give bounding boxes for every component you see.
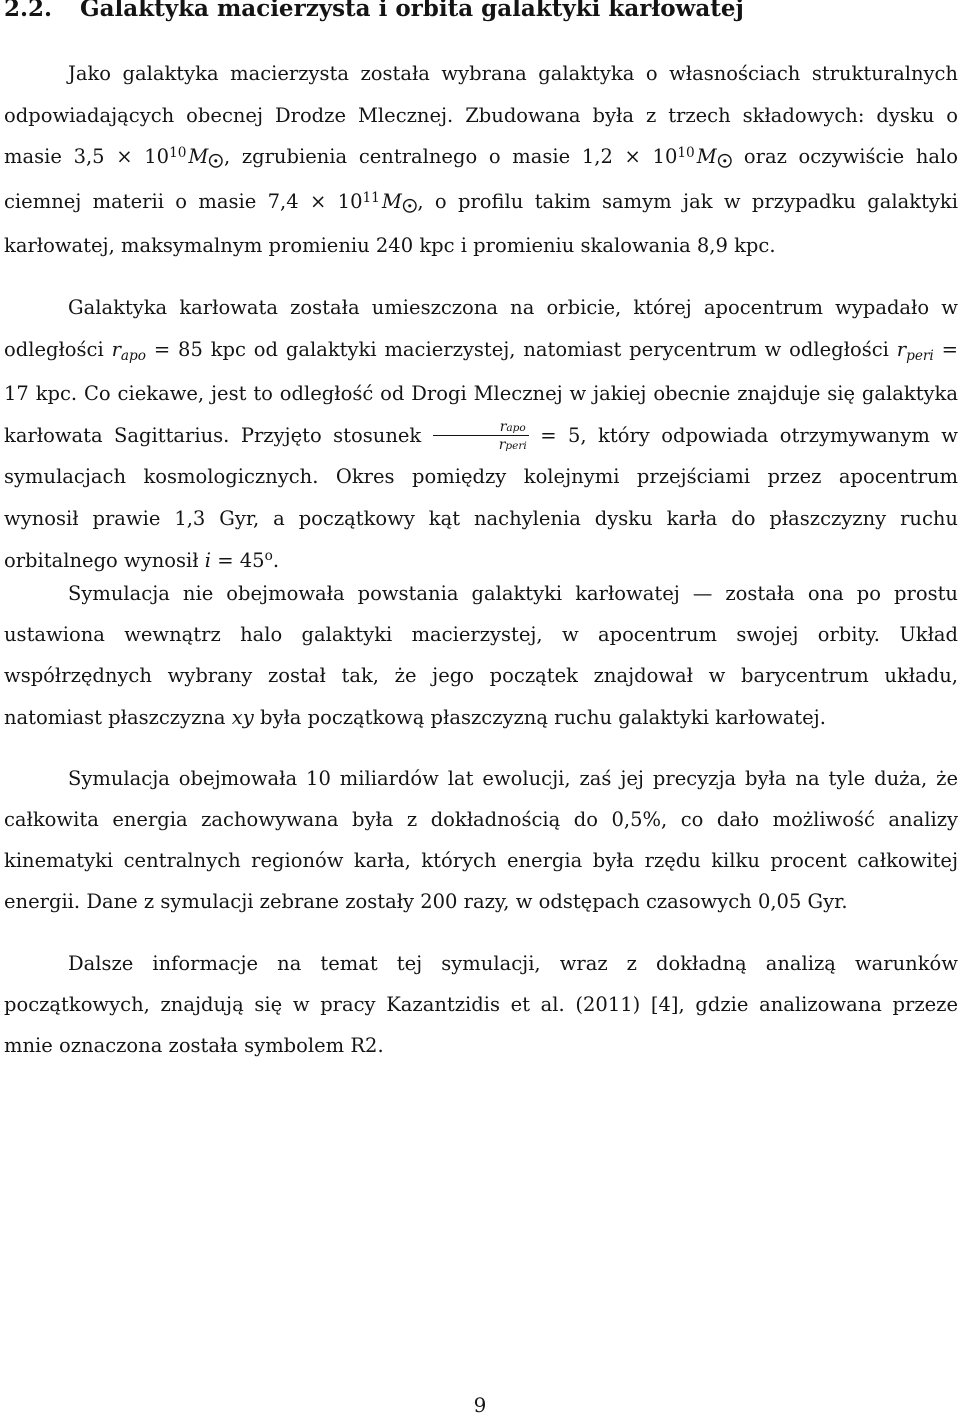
r-symbol: r xyxy=(111,337,121,361)
paragraph-further-info: Dalsze informacje na temat tej symulacji, wraz z dokładną analizą warunków początkowych, znajdują się w pracy Kazantzidis et al. (2011) [4], gdzie analizowana przeze mnie oznaczona została symbolem R2. xyxy=(4,951,958,1058)
text-run: = 85 kpc od galaktyki macierzystej, natomiast perycentrum w odległości xyxy=(145,337,897,361)
solar-mass-symbol: M xyxy=(381,189,402,213)
paragraph-orbit xyxy=(4,287,958,584)
text-run: Jako galaktyka macierzysta została wybrana galaktyka o własnościach strukturalnych odpowiadających obecnej Drodze Mlecznej. Zbudowana była z trzech składowych: dysku o masie 3,5 × 10 xyxy=(4,62,958,169)
solar-mass-symbol: M xyxy=(188,145,209,169)
fraction-denominator xyxy=(433,436,529,452)
text-run: była początkową płaszczyzną ruchu galaktyki karłowatej. xyxy=(253,705,826,729)
ratio-fraction xyxy=(433,420,529,452)
text-run: = 17 kpc. Co ciekawe, jest to odległość od Drogi Mlecznej w jakiej obecnie znajduje się galaktyka karłowata Sagittarius. Przyjęto stosunek xyxy=(4,337,958,447)
text-block-upper xyxy=(4,53,958,584)
section-number: 2.2. xyxy=(4,0,53,22)
r-symbol: r xyxy=(499,419,507,436)
paragraph-coordinate-system xyxy=(4,573,958,738)
exponent: 10 xyxy=(677,145,695,162)
section-title: Galaktyka macierzysta i orbita galaktyki karłowatej xyxy=(80,0,744,22)
subscript-apo: apo xyxy=(506,422,526,435)
subscript-peri: peri xyxy=(505,440,527,453)
fraction-numerator xyxy=(433,420,529,436)
section-heading xyxy=(4,0,744,22)
solar-circle-icon xyxy=(208,153,224,169)
paragraph-host-galaxy xyxy=(4,53,958,267)
degree-symbol: o xyxy=(264,548,273,565)
text-block-lower xyxy=(4,573,958,1066)
page-number: 9 xyxy=(473,1393,487,1417)
text-run: . xyxy=(272,548,280,572)
text-run: Symulacja nie obejmowała powstania galaktyki karłowatej — została ona po prostu ustawiona wewnątrz halo galaktyki macierzystej, w apocentrum swojej orbity. Układ współrzędnych wybrany został tak, że jego początek znajdował w barycentrum układu, natomiast płaszczyzna xyxy=(4,582,958,729)
exponent: 10 xyxy=(169,145,187,162)
exponent: 11 xyxy=(362,189,380,206)
xy-symbol: xy xyxy=(231,705,254,729)
solar-mass-symbol: M xyxy=(696,145,717,169)
i-symbol: i xyxy=(204,548,212,572)
solar-circle-icon xyxy=(717,153,733,169)
text-run: Galaktyka karłowata została umieszczona na orbicie, której apocentrum wypadało w odległości xyxy=(4,295,958,361)
subscript-peri: peri xyxy=(906,347,934,364)
text-run: oraz oczywiście halo ciemnej materii o masie 7,4 × 10 xyxy=(4,145,958,213)
solar-circle-icon xyxy=(402,198,418,214)
text-run: , o profilu takim samym jak w przypadku galaktyki karłowatej, maksymalnym promieniu 240 kpc i promieniu skalowania 8,9 kpc. xyxy=(4,189,958,258)
text-run: = 5, który odpowiada otrzymywanym w symulacjach kosmologicznych. Okres pomiędzy kolejnymi przejściami przez apocentrum wynosił prawie 1,3 Gyr, a początkowy kąt nachylenia dysku karła do płaszczyzny ruchu orbitalnego wynosił xyxy=(4,423,958,572)
text-run: = 45 xyxy=(211,548,265,572)
r-symbol: r xyxy=(896,337,907,361)
subscript-apo: apo xyxy=(120,347,146,364)
r-symbol: r xyxy=(498,437,506,454)
text-run: , zgrubienia centralnego o masie 1,2 × 10 xyxy=(223,145,678,169)
paragraph-simulation: Symulacja obejmowała 10 miliardów lat ewolucji, zaś jej precyzja była na tyle duża, że całkowita energia zachowywana była z dokładnością do 0,5%, co dało możliwość analizy kinematyki centralnych regionów karła, których energia była rzędu kilku procent całkowitej energii. Dane z symulacji zebrane zostały 200 razy, w odstępach czasowych 0,05 Gyr. xyxy=(4,766,958,914)
